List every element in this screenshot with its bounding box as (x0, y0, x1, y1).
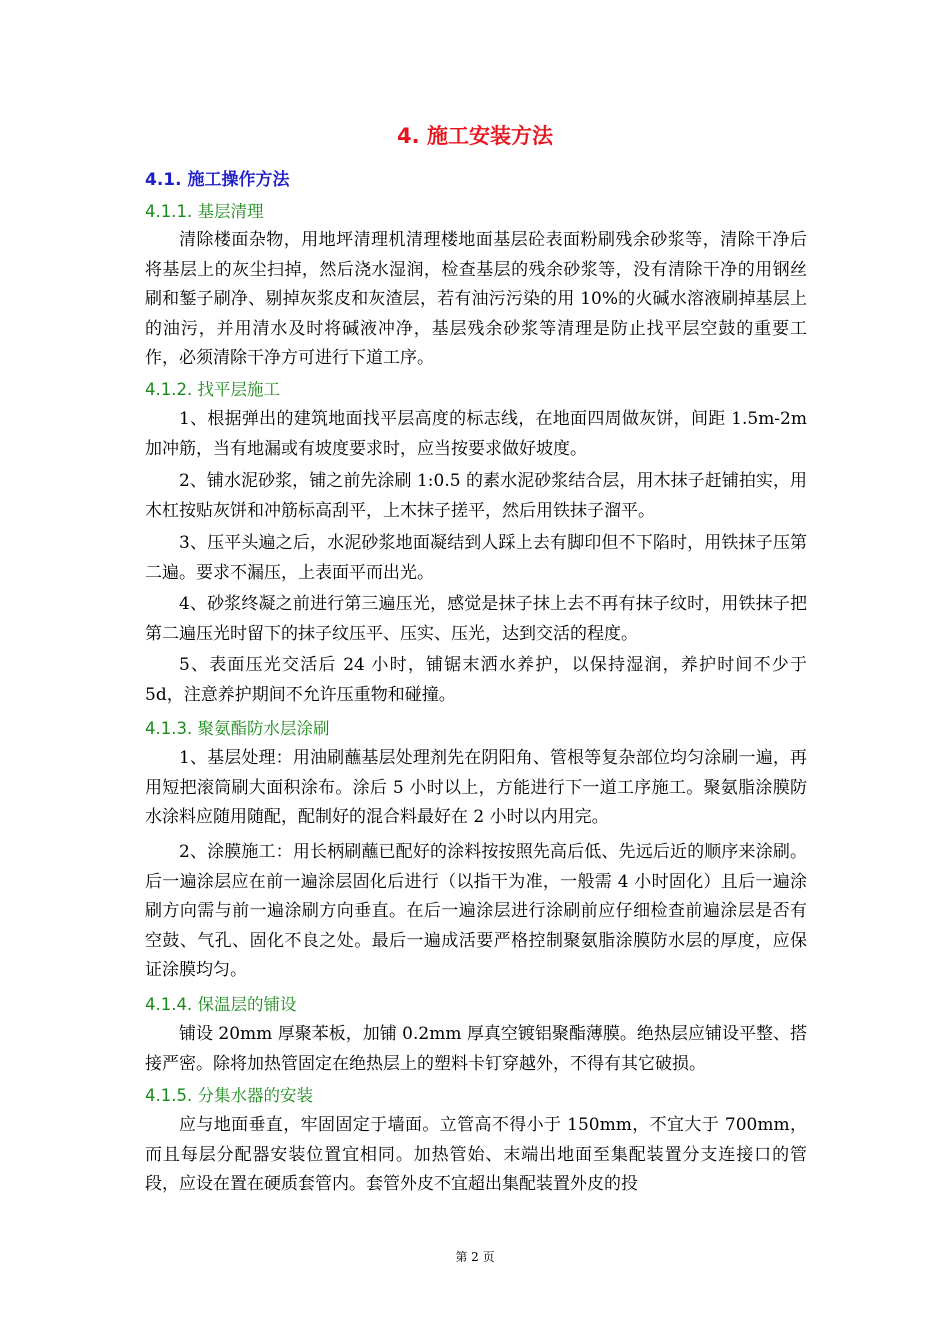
page-number: 第 2 页 (455, 1250, 495, 1264)
subsection-heading-manifold: 4.1.5. 分集水器的安装 (145, 1086, 313, 1105)
paragraph-leveling-4: 4、砂浆终凝之前进行第三遍压光，感觉是抹子抹上去不再有抹子纹时，用铁抹子把第二遍压光时留下的抹子纹压平、压实、压光，达到交活的程度。 (145, 594, 807, 644)
paragraph-base-cleaning: 清除楼面杂物，用地坪清理机清理楼地面基层砼表面粉刷残余砂浆等，清除干净后将基层上的灰尘扫掉，然后浇水湿润，检查基层的残余砂浆等，没有清除干净的用钢丝刷和錾子刷净、剔掉灰浆皮和灰渣层，若有油污污染的用 10%的火碱水溶液刷掉基层上的油污，并用清水及时将碱液冲净，基层残余砂浆等清理是防止找平层空鼓的重要工作，必须清除干净方可进行下道工序。 (145, 230, 807, 368)
paragraph-waterproofing-1: 1、基层处理：用油刷蘸基层处理剂先在阴阳角、管根等复杂部位均匀涂刷一遍，再用短把滚筒刷大面积涂布。涂后 5 小时以上，方能进行下一道工序施工。聚氨脂涂膜防水涂料应随用随配，配制好的混合料最好在 2 小时以内用完。 (145, 748, 807, 827)
section-heading: 4.1. 施工操作方法 (145, 170, 290, 190)
paragraph-leveling-5: 5、表面压光交活后 24 小时，铺锯末洒水养护，以保持湿润，养护时间不少于 5d，注意养护期间不允许压重物和碰撞。 (145, 655, 807, 705)
paragraph-insulation: 铺设 20mm 厚聚苯板，加铺 0.2mm 厚真空镀铝聚酯薄膜。绝热层应铺设平整、搭接严密。除将加热管固定在绝热层上的塑料卡钉穿越外，不得有其它破损。 (145, 1024, 807, 1074)
subsection-heading-insulation: 4.1.4. 保温层的铺设 (145, 995, 297, 1014)
subsection-heading-waterproofing: 4.1.3. 聚氨酯防水层涂刷 (145, 719, 330, 738)
paragraph-manifold: 应与地面垂直，牢固固定于墙面。立管高不得小于 150mm，不宜大于 700mm，而且每层分配器安装位置宜相同。加热管始、末端出地面至集配装置分支连接口的管段，应设在置在硬质套管内。套管外皮不宜超出集配装置外皮的投 (145, 1115, 807, 1194)
paragraph-waterproofing-2: 2、涂膜施工：用长柄刷蘸已配好的涂料按按照先高后低、先远后近的顺序来涂刷。后一遍涂层应在前一遍涂层固化后进行（以指干为准，一般需 4 小时固化）且后一遍涂刷方向需与前一遍涂刷方向垂直。在后一遍涂层进行涂刷前应仔细检查前遍涂层是否有空鼓、气孔、固化不良之处。最后一遍成活要严格控制聚氨脂涂膜防水层的厚度，应保证涂膜均匀。 (145, 842, 807, 980)
paragraph-leveling-2: 2、铺水泥砂浆，铺之前先涂刷 1:0.5 的素水泥砂浆结合层，用木抹子赶铺拍实，用木杠按贴灰饼和冲筋标高刮平，上木抹子搓平，然后用铁抹子溜平。 (145, 471, 807, 521)
chapter-title: 4. 施工安装方法 (397, 124, 553, 148)
subsection-heading-base-cleaning: 4.1.1. 基层清理 (145, 202, 264, 221)
paragraph-leveling-1: 1、根据弹出的建筑地面找平层高度的标志线，在地面四周做灰饼，间距 1.5m-2m 加冲筋，当有地漏或有坡度要求时，应当按要求做好坡度。 (145, 409, 807, 459)
subsection-heading-leveling: 4.1.2. 找平层施工 (145, 380, 280, 399)
paragraph-leveling-3: 3、压平头遍之后，水泥砂浆地面凝结到人踩上去有脚印但不下陷时，用铁抹子压第二遍。要求不漏压，上表面平而出光。 (145, 533, 807, 583)
